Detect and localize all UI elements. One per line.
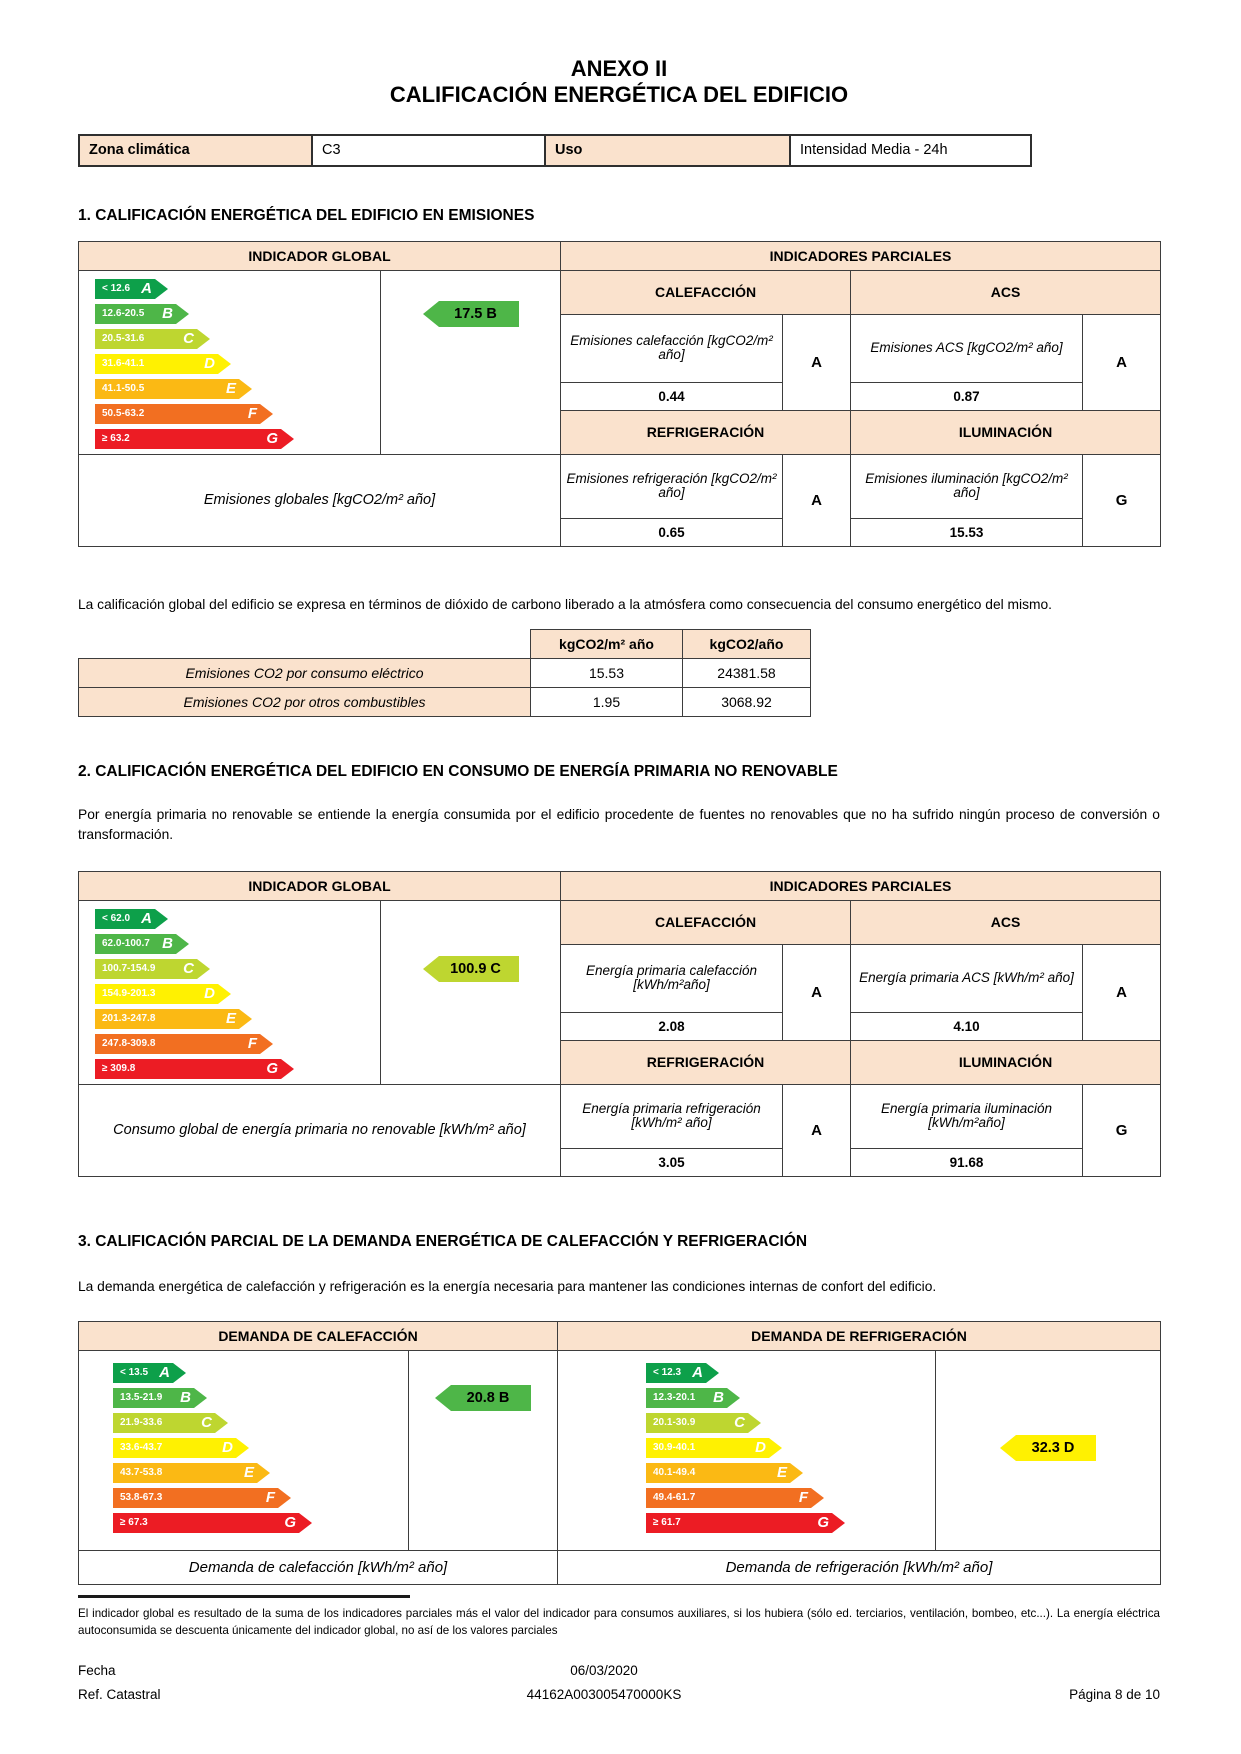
scale-bar-tip — [790, 1463, 803, 1483]
cooling-demand-caption: Demanda de refrigeración [kWh/m² año] — [558, 1550, 1161, 1584]
indicador-global-header: INDICADOR GLOBAL — [79, 871, 561, 900]
scale-range-label: 53.8-67.3 — [120, 1492, 163, 1504]
ref-catastral-label: Ref. Catastral — [78, 1686, 161, 1702]
scale-bar-tip — [299, 1513, 312, 1533]
scale-range-label: 43.7-53.8 — [120, 1467, 163, 1479]
arrow-tip — [435, 1385, 451, 1411]
scale-bar-C — [113, 1413, 408, 1433]
scale-range-label: 201.3-247.8 — [102, 1013, 156, 1025]
scale-bar-A — [95, 279, 380, 299]
scale-range-label: 20.5-31.6 — [102, 333, 145, 345]
calefaccion-letter: A — [783, 314, 851, 410]
refrigeracion-label: Energía primaria refrigeración [kWh/m² año] — [561, 1084, 783, 1148]
scale-letter: F — [798, 1488, 808, 1506]
scale-letter: A — [141, 279, 152, 297]
heating-demand-scale — [113, 1363, 408, 1533]
scale-letter: E — [225, 1009, 236, 1027]
primary-energy-scale — [95, 909, 380, 1079]
co2-electric-per-m2: 15.53 — [531, 658, 683, 687]
scale-bar-tip — [748, 1413, 761, 1433]
co2-other-per-m2: 1.95 — [531, 687, 683, 716]
scale-bar-B — [113, 1388, 408, 1408]
scale-bar-tip — [197, 959, 210, 979]
scale-bar-tip — [218, 984, 231, 1004]
scale-bar-C — [95, 329, 380, 349]
scale-bar-tip — [155, 279, 168, 299]
footnote-text: El indicador global es resultado de la suma de los indicadores parciales más el valor del indicador para consumos auxiliares, si los hubiera (sólo ed. terciarios, ventilación, bombeo, etc...). La energía eléctrica autoconsumida se descuenta únicamente del indicador global, no así de los valores parciales — [78, 1607, 1160, 1637]
emissions-global-caption: Emisiones globales [kgCO2/m² año] — [79, 454, 561, 546]
emissions-rating-cell — [381, 270, 561, 454]
demand-table — [78, 1321, 1161, 1585]
scale-letter: C — [183, 329, 194, 347]
scale-bar-D — [113, 1438, 408, 1458]
scale-range-label: 40.1-49.4 — [653, 1467, 696, 1479]
scale-bar-A — [113, 1363, 408, 1383]
title-line-2: CALIFICACIÓN ENERGÉTICA DEL EDIFICIO — [389, 81, 849, 107]
scale-range-label: 20.1-30.9 — [653, 1417, 696, 1429]
primary-energy-rating-arrow — [423, 956, 519, 982]
iluminacion-header: ILUMINACIÓN — [851, 410, 1161, 454]
scale-range-label: 154.9-201.3 — [102, 988, 156, 1000]
scale-letter: D — [755, 1438, 766, 1456]
scale-bar-G — [646, 1513, 935, 1533]
acs-label: Energía primaria ACS [kWh/m² año] — [851, 944, 1083, 1012]
scale-bar-D — [95, 984, 380, 1004]
scale-bar-B — [95, 304, 380, 324]
scale-letter: A — [141, 909, 152, 927]
co2-other-label: Emisiones CO2 por otros combustibles — [79, 687, 531, 716]
co2-empty-cell — [79, 629, 531, 658]
scale-bar-G — [95, 429, 380, 449]
scale-letter: C — [201, 1413, 212, 1431]
scale-letter: F — [247, 1034, 257, 1052]
scale-bar-C — [646, 1413, 935, 1433]
scale-range-label: < 12.6 — [102, 283, 131, 295]
footnote-divider — [78, 1595, 410, 1599]
scale-bar-E — [95, 379, 380, 399]
scale-bar-tip — [239, 1009, 252, 1029]
scale-letter: D — [204, 984, 215, 1002]
heating-demand-rating-arrow — [435, 1385, 531, 1411]
scale-range-label: 62.0-100.7 — [102, 938, 150, 950]
iluminacion-label: Emisiones iluminación [kgCO2/m² año] — [851, 454, 1083, 518]
heating-demand-scale-cell — [79, 1350, 409, 1550]
scale-bar-tip — [278, 1488, 291, 1508]
section2-heading: 2. CALIFICACIÓN ENERGÉTICA DEL EDIFICIO EN CONSUMO DE ENERGÍA PRIMARIA NO RENOVABLE — [78, 762, 838, 780]
scale-bar-B — [646, 1388, 935, 1408]
table-row — [79, 687, 811, 716]
scale-bar-E — [646, 1463, 935, 1483]
section1-table — [78, 241, 1161, 547]
cooling-demand-rating-cell — [936, 1350, 1161, 1550]
iluminacion-letter: G — [1083, 1084, 1161, 1176]
refrigeracion-letter: A — [783, 1084, 851, 1176]
scale-range-label: 30.9-40.1 — [653, 1442, 696, 1454]
arrow-tip — [423, 301, 439, 327]
calefaccion-letter: A — [783, 944, 851, 1040]
scale-letter: C — [734, 1413, 745, 1431]
scale-letter: A — [692, 1363, 703, 1381]
scale-letter: E — [225, 379, 236, 397]
calefaccion-value: 2.08 — [561, 1012, 783, 1040]
scale-range-label: 21.9-33.6 — [120, 1417, 163, 1429]
fecha-label: Fecha — [78, 1662, 116, 1678]
co2-col-header-year: kgCO2/año — [683, 629, 811, 658]
demanda-calefaccion-header: DEMANDA DE CALEFACCIÓN — [79, 1321, 558, 1350]
heating-demand-rating-value: 20.8 B — [451, 1385, 531, 1411]
uso-value: Intensidad Media - 24h — [790, 135, 1031, 166]
scale-range-label: 49.4-61.7 — [653, 1492, 696, 1504]
page-number: Página 8 de 10 — [1069, 1686, 1160, 1702]
scale-range-label: 31.6-41.1 — [102, 358, 145, 370]
scale-letter: G — [284, 1513, 296, 1531]
scale-range-label: < 62.0 — [102, 913, 131, 925]
iluminacion-label: Energía primaria iluminación [kWh/m²año] — [851, 1084, 1083, 1148]
acs-value: 0.87 — [851, 382, 1083, 410]
scale-bar-tip — [281, 1059, 294, 1079]
fecha-value: 06/03/2020 — [570, 1662, 638, 1678]
iluminacion-value: 91.68 — [851, 1148, 1083, 1176]
scale-range-label: 12.3-20.1 — [653, 1392, 696, 1404]
document-footer — [78, 1663, 1160, 1702]
cooling-demand-rating-value: 32.3 D — [1016, 1435, 1096, 1461]
acs-header: ACS — [851, 270, 1161, 314]
scale-range-label: 50.5-63.2 — [102, 408, 145, 420]
scale-range-label: ≥ 61.7 — [653, 1517, 681, 1529]
indicadores-parciales-header: INDICADORES PARCIALES — [561, 871, 1161, 900]
table-row — [79, 658, 811, 687]
iluminacion-header: ILUMINACIÓN — [851, 1040, 1161, 1084]
scale-bar-tip — [218, 354, 231, 374]
scale-bar-tip — [155, 909, 168, 929]
primary-energy-scale-cell — [79, 900, 381, 1084]
scale-letter: E — [776, 1463, 787, 1481]
scale-letter: A — [159, 1363, 170, 1381]
acs-letter: A — [1083, 944, 1161, 1040]
indicadores-parciales-header: INDICADORES PARCIALES — [561, 241, 1161, 270]
scale-range-label: 12.6-20.5 — [102, 308, 145, 320]
refrigeracion-letter: A — [783, 454, 851, 546]
primary-energy-rating-value: 100.9 C — [439, 956, 519, 982]
scale-bar-tip — [769, 1438, 782, 1458]
scale-letter: G — [266, 1059, 278, 1077]
scale-bar-F — [95, 404, 380, 424]
scale-range-label: < 12.3 — [653, 1367, 682, 1379]
iluminacion-letter: G — [1083, 454, 1161, 546]
section1-heading: 1. CALIFICACIÓN ENERGÉTICA DEL EDIFICIO EN EMISIONES — [78, 206, 535, 224]
co2-electric-per-year: 24381.58 — [683, 658, 811, 687]
emissions-scale-cell — [79, 270, 381, 454]
section2-intro: Por energía primaria no renovable se entiende la energía consumida por el edificio procedente de fuentes no renovables que no ha sufrido ningún proceso de conversión o transformación. — [78, 806, 1160, 842]
scale-range-label: 41.1-50.5 — [102, 383, 145, 395]
co2-other-per-year: 3068.92 — [683, 687, 811, 716]
scale-bar-B — [95, 934, 380, 954]
demanda-refrigeracion-header: DEMANDA DE REFRIGERACIÓN — [558, 1321, 1161, 1350]
scale-range-label: 100.7-154.9 — [102, 963, 156, 975]
scale-bar-tip — [239, 379, 252, 399]
scale-range-label: 13.5-21.9 — [120, 1392, 163, 1404]
co2-paragraph: La calificación global del edificio se expresa en términos de dióxido de carbono liberado a la atmósfera como consecuencia del consumo energético del mismo. — [78, 596, 1053, 612]
refrigeracion-header: REFRIGERACIÓN — [561, 410, 851, 454]
arrow-tip — [1000, 1435, 1016, 1461]
calefaccion-label: Energía primaria calefacción [kWh/m²año] — [561, 944, 783, 1012]
heating-demand-caption: Demanda de calefacción [kWh/m² año] — [79, 1550, 558, 1584]
ref-catastral-value: 44162A003005470000KS — [526, 1686, 682, 1702]
scale-letter: G — [817, 1513, 829, 1531]
scale-range-label: < 13.5 — [120, 1367, 149, 1379]
arrow-tip — [423, 956, 439, 982]
scale-bar-F — [113, 1488, 408, 1508]
scale-bar-C — [95, 959, 380, 979]
co2-electric-label: Emisiones CO2 por consumo eléctrico — [79, 658, 531, 687]
footer-spacer — [930, 1663, 1160, 1678]
zona-climatica-label: Zona climática — [79, 135, 312, 166]
scale-bar-tip — [173, 1363, 186, 1383]
scale-range-label: ≥ 309.8 — [102, 1063, 136, 1075]
heating-demand-rating-cell — [409, 1350, 558, 1550]
title-line-1: ANEXO II — [570, 56, 668, 81]
acs-letter: A — [1083, 314, 1161, 410]
scale-bar-F — [95, 1034, 380, 1054]
acs-label: Emisiones ACS [kgCO2/m² año] — [851, 314, 1083, 382]
scale-bar-tip — [194, 1388, 207, 1408]
refrigeracion-header: REFRIGERACIÓN — [561, 1040, 851, 1084]
scale-bar-E — [95, 1009, 380, 1029]
scale-letter: F — [265, 1488, 275, 1506]
scale-range-label: ≥ 67.3 — [120, 1517, 148, 1529]
scale-bar-tip — [811, 1488, 824, 1508]
scale-bar-F — [646, 1488, 935, 1508]
scale-letter: C — [183, 959, 194, 977]
scale-bar-A — [95, 909, 380, 929]
scale-bar-tip — [706, 1363, 719, 1383]
primary-energy-rating-cell — [381, 900, 561, 1084]
scale-bar-tip — [215, 1413, 228, 1433]
calefaccion-header: CALEFACCIÓN — [561, 900, 851, 944]
scale-letter: E — [243, 1463, 254, 1481]
indicador-global-header: INDICADOR GLOBAL — [79, 241, 561, 270]
scale-letter: G — [266, 429, 278, 447]
scale-bar-tip — [257, 1463, 270, 1483]
iluminacion-value: 15.53 — [851, 518, 1083, 546]
scale-letter: B — [162, 934, 173, 952]
acs-header: ACS — [851, 900, 1161, 944]
calefaccion-label: Emisiones calefacción [kgCO2/m² año] — [561, 314, 783, 382]
scale-bar-D — [95, 354, 380, 374]
co2-table — [78, 629, 811, 717]
zona-climatica-value: C3 — [312, 135, 545, 166]
scale-letter: B — [180, 1388, 191, 1406]
emissions-energy-scale — [95, 279, 380, 449]
section2-table — [78, 871, 1161, 1177]
scale-letter: B — [162, 304, 173, 322]
refrigeracion-value: 3.05 — [561, 1148, 783, 1176]
scale-bar-tip — [197, 329, 210, 349]
scale-bar-G — [95, 1059, 380, 1079]
cooling-demand-scale-cell — [558, 1350, 936, 1550]
emissions-rating-value: 17.5 B — [439, 301, 519, 327]
cooling-demand-scale — [646, 1363, 935, 1533]
scale-bar-tip — [281, 429, 294, 449]
scale-letter: B — [713, 1388, 724, 1406]
calefaccion-value: 0.44 — [561, 382, 783, 410]
scale-bar-tip — [236, 1438, 249, 1458]
section3-intro: La demanda energética de calefacción y refrigeración es la energía necesaria para mantener las condiciones internas de confort del edificio. — [78, 1278, 937, 1294]
scale-bar-tip — [176, 304, 189, 324]
co2-col-header-m2: kgCO2/m² año — [531, 629, 683, 658]
cooling-demand-rating-arrow — [1000, 1435, 1096, 1461]
scale-bar-G — [113, 1513, 408, 1533]
section3-heading: 3. CALIFICACIÓN PARCIAL DE LA DEMANDA ENERGÉTICA DE CALEFACCIÓN Y REFRIGERACIÓN — [78, 1232, 808, 1250]
scale-bar-tip — [176, 934, 189, 954]
scale-letter: D — [204, 354, 215, 372]
scale-range-label: 247.8-309.8 — [102, 1038, 156, 1050]
scale-bar-tip — [260, 404, 273, 424]
scale-letter: F — [247, 404, 257, 422]
scale-letter: D — [222, 1438, 233, 1456]
scale-bar-tip — [727, 1388, 740, 1408]
acs-value: 4.10 — [851, 1012, 1083, 1040]
scale-bar-A — [646, 1363, 935, 1383]
info-table — [78, 134, 1032, 167]
scale-bar-D — [646, 1438, 935, 1458]
scale-bar-E — [113, 1463, 408, 1483]
document-title — [78, 56, 1160, 108]
emissions-rating-arrow — [423, 301, 519, 327]
scale-bar-tip — [832, 1513, 845, 1533]
primary-energy-global-caption: Consumo global de energía primaria no renovable [kWh/m² año] — [79, 1084, 561, 1176]
uso-label: Uso — [545, 135, 790, 166]
scale-bar-tip — [260, 1034, 273, 1054]
refrigeracion-value: 0.65 — [561, 518, 783, 546]
scale-range-label: 33.6-43.7 — [120, 1442, 163, 1454]
refrigeracion-label: Emisiones refrigeración [kgCO2/m² año] — [561, 454, 783, 518]
scale-range-label: ≥ 63.2 — [102, 433, 130, 445]
calefaccion-header: CALEFACCIÓN — [561, 270, 851, 314]
